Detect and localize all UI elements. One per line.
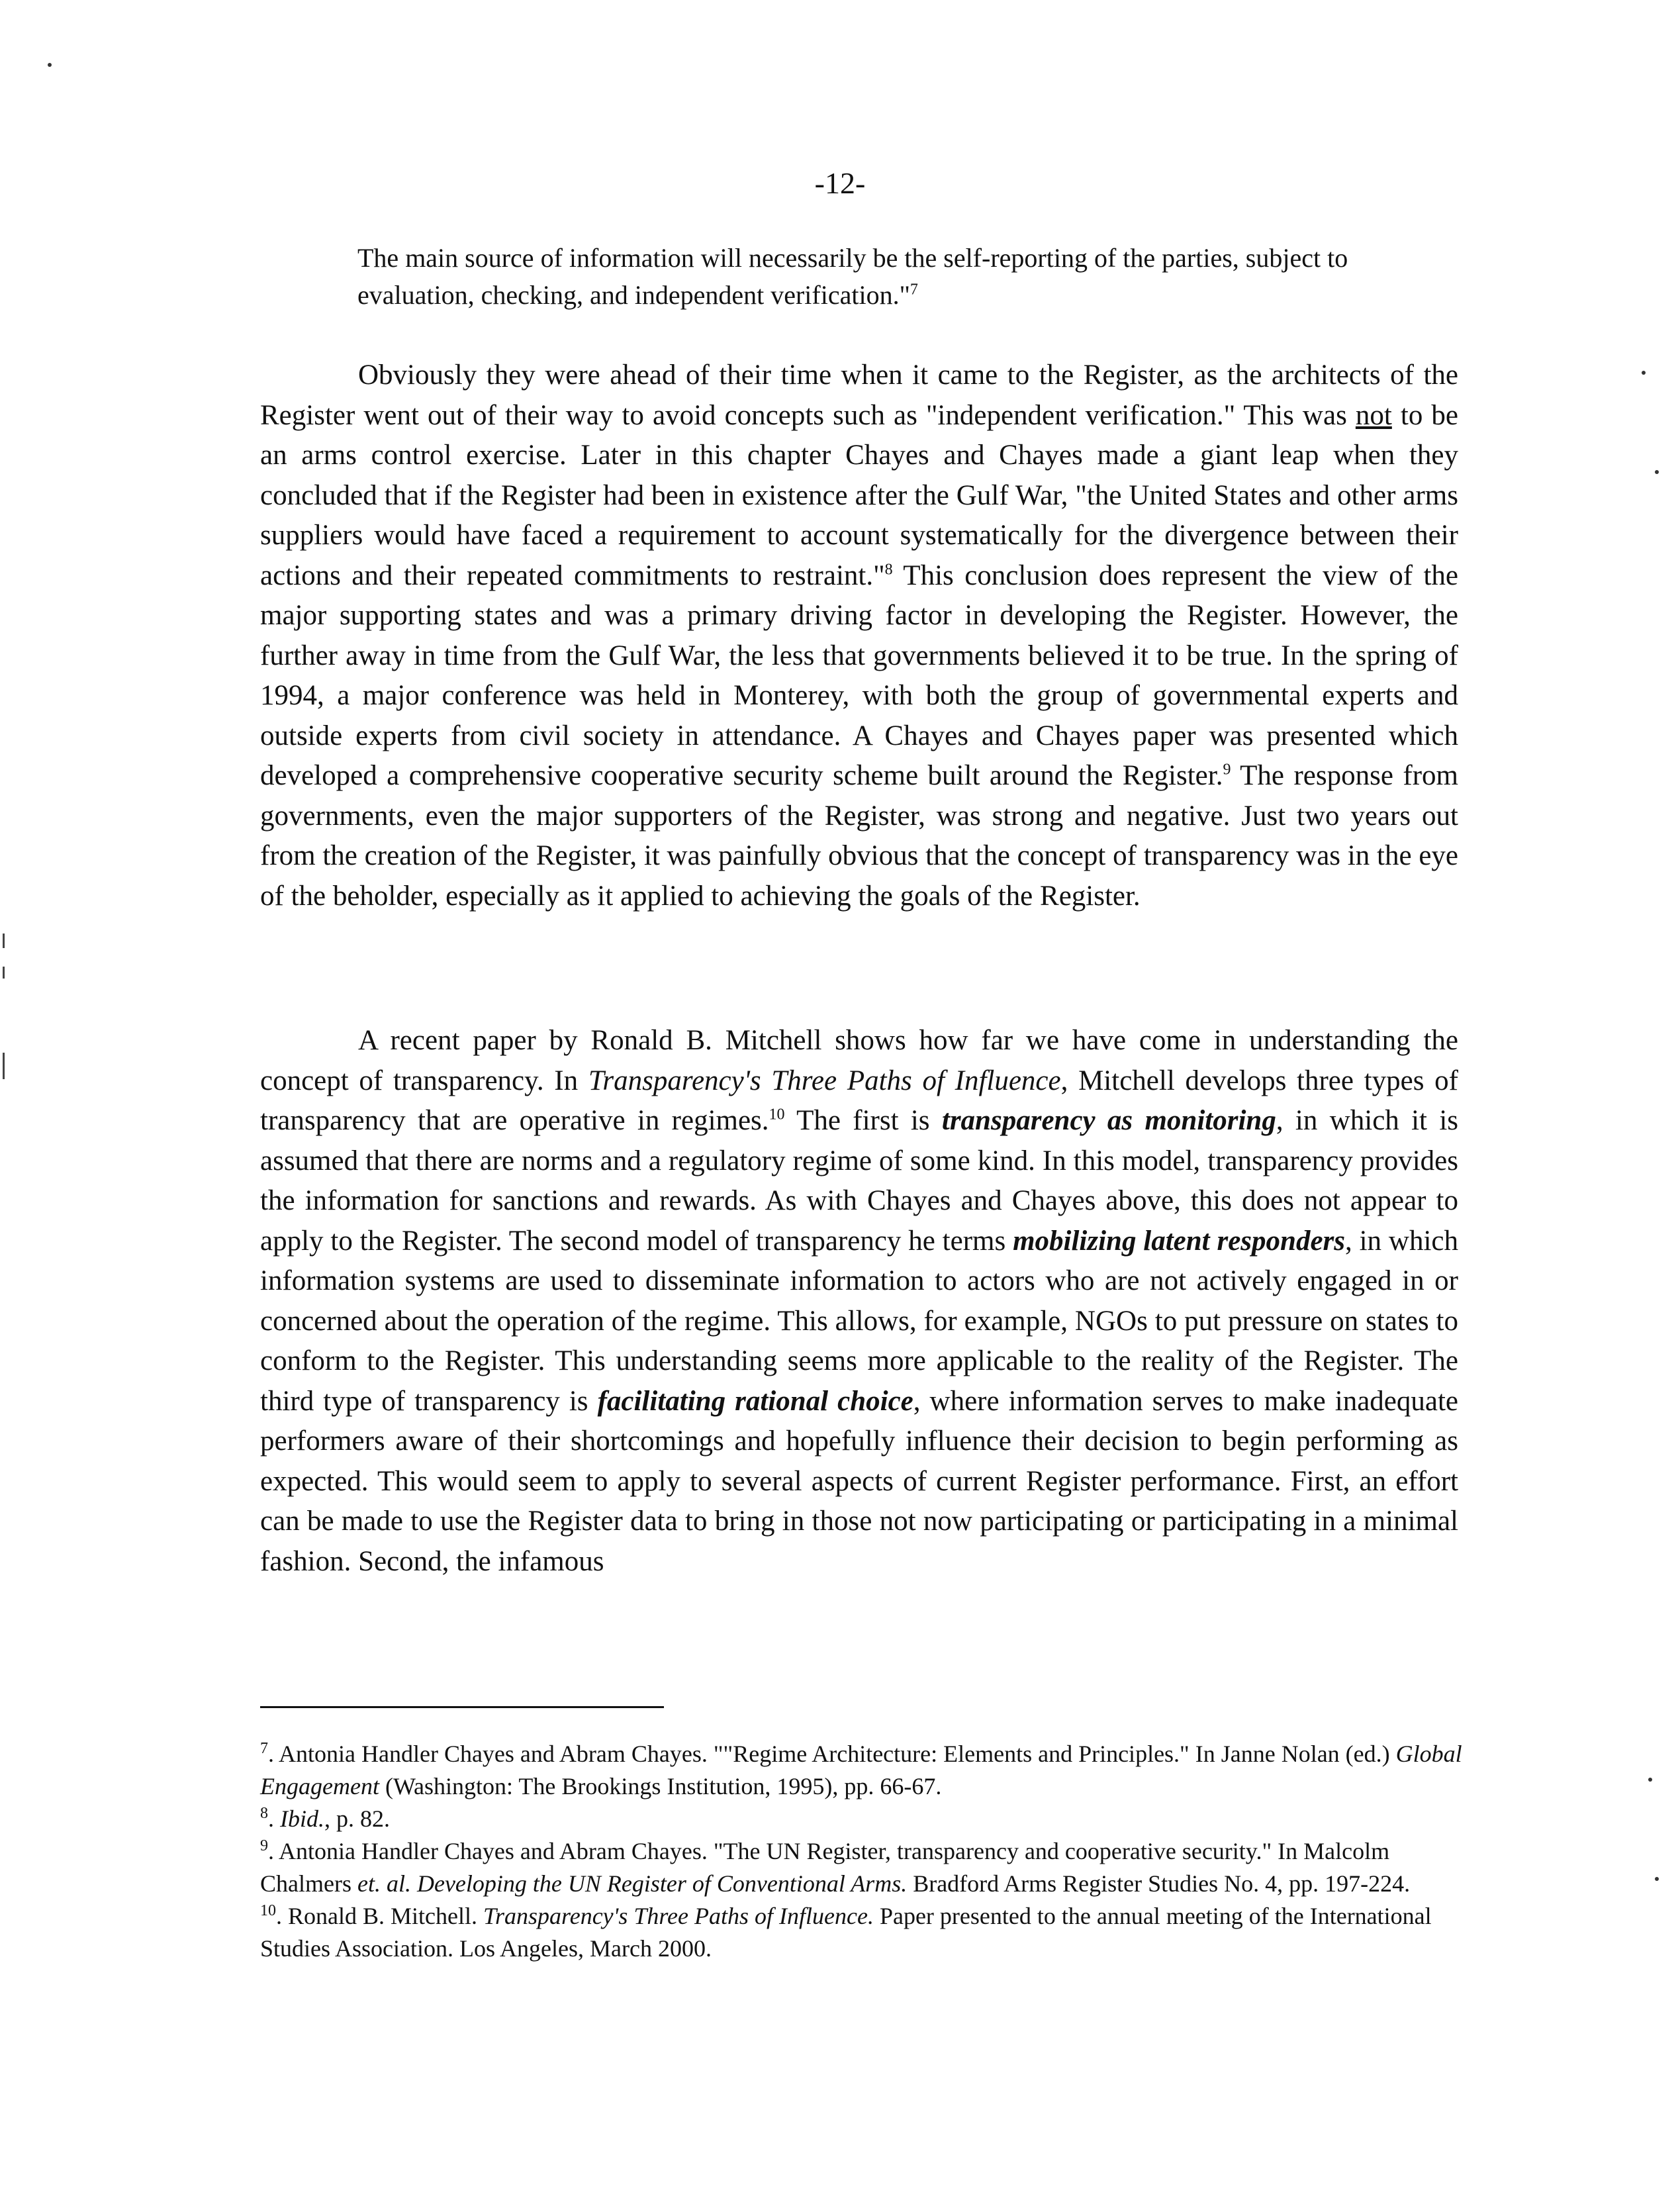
p1-text-2: to be an arms control exercise. Later in this chapter Chayes and Chayes made a giant leap when they concluded that if the Register had been in existence after the Gulf War, "the United States and other arms suppliers would have faced a requirement to account systematically for the divergence between their actions and their repeated commitments to restraint." — [260, 399, 1458, 591]
scan-edge-mark — [3, 967, 5, 979]
page-number: -12- — [814, 166, 866, 200]
footnote-title: Developing the UN Register of Conventional Arms. — [416, 1870, 908, 1897]
p2-text-3: The first is — [784, 1105, 942, 1136]
footnote-8 — [260, 1803, 1465, 1835]
block-quote — [357, 240, 1470, 314]
footnote-ref-10[interactable]: 10 — [769, 1106, 785, 1124]
footnote-number: 9 — [260, 1837, 268, 1854]
term-latent-responders: mobilizing latent responders — [1013, 1225, 1345, 1257]
footnote-10 — [260, 1900, 1465, 1965]
p1-text-1: Obviously they were ahead of their time when it came to the Register, as the architects of the Register went out of their way to avoid concepts such as "independent verification." This was — [260, 359, 1458, 431]
footnote-title: Ibid. — [280, 1805, 324, 1832]
footnote-text: Paper presented to the annual meeting of the International Studies Association. Los Angeles, March 2000. — [260, 1903, 1432, 1962]
scan-speck — [1655, 1877, 1659, 1881]
footnote-text — [411, 1870, 417, 1897]
footnote-ref-8[interactable]: 8 — [884, 561, 893, 579]
footnotes — [260, 1738, 1465, 1965]
term-rational-choice: facilitating rational choice — [597, 1385, 913, 1417]
scan-edge-mark — [3, 1053, 5, 1079]
footnote-text: Bradford Arms Register Studies No. 4, pp. 197-224. — [907, 1870, 1411, 1897]
scan-speck — [1655, 470, 1659, 474]
scan-edge-mark — [3, 934, 5, 948]
p2-text-4: , in which it is assumed that there are norms and a regulatory regime of some kind. In this model, transparency provides the information for sanctions and rewards. As with Chayes and Chayes above, this does not appear to apply to the Register. The second model of transparency he terms — [260, 1105, 1458, 1257]
quote-text: The main source of information will necessarily be the self-reporting of the parties, subject to evaluation, checking, and independent verification." — [357, 243, 1348, 310]
footnote-divider — [260, 1706, 664, 1708]
footnote-title: Global Engagement — [260, 1741, 1462, 1799]
footnote-7 — [260, 1738, 1465, 1803]
paragraph-1 — [260, 356, 1458, 916]
scan-speck — [1642, 371, 1646, 375]
scan-speck — [1648, 1778, 1652, 1782]
footnote-text: . Antonia Handler Chayes and Abram Chayes. "The UN Register, transparency and cooperative security." In Malcolm Chalmers — [260, 1838, 1390, 1897]
footnote-number: 8 — [260, 1805, 268, 1822]
p2-text-1: A recent paper by Ronald B. Mitchell shows how far we have come in understanding the concept of transparency. In — [260, 1025, 1458, 1096]
p2-text-5: , in which information systems are used to disseminate information to actors who are not actively engaged in or concerned about the operation of the regime. This allows, for example, NGOs to put pressure on states to conform to the Register. This understanding seems more applicable to the reality of the Register. The third type of transparency is — [260, 1225, 1458, 1417]
footnote-text: (Washington: The Brookings Institution, 1995), pp. 66-67. — [379, 1773, 942, 1799]
footnote-text: , p. 82. — [324, 1805, 390, 1832]
footnote-ref-7[interactable]: 7 — [910, 281, 918, 299]
footnote-text: . Ronald B. Mitchell. — [276, 1903, 483, 1929]
p1-text-3: This conclusion does represent the view of the major supporting states and was a primary driving factor in developing the Register. However, the further away in time from the Gulf War, the less that governments believed it to be true. In the spring of 1994, a major conference was held in Monterey, with both the group of governmental experts and outside experts from civil society in attendance. A Chayes and Chayes paper was presented which developed a comprehensive cooperative security scheme built around the Register. — [260, 559, 1458, 791]
underlined-not: not — [1355, 399, 1392, 431]
footnote-text: . Antonia Handler Chayes and Abram Chayes. ""Regime Architecture: Elements and Principles." In Janne Nolan (ed.) — [268, 1741, 1396, 1767]
footnote-number: 10 — [260, 1902, 276, 1919]
paragraph-2 — [260, 1021, 1458, 1582]
footnote-title: Transparency's Three Paths of Influence. — [483, 1903, 874, 1929]
p2-text-6: , where information serves to make inadequate performers aware of their shortcomings and hopefully influence their decision to begin performing as expected. This would seem to apply to several aspects of current Register performance. First, an effort can be made to use the Register data to bring in those not now participating or participating in a minimal fashion. Second, the infamous — [260, 1385, 1459, 1577]
paper-title: Transparency's Three Paths of Influence — [588, 1065, 1061, 1096]
term-monitoring: transparency as monitoring — [941, 1105, 1276, 1136]
scan-speck — [48, 63, 52, 67]
footnote-text: . — [268, 1805, 280, 1832]
footnote-9 — [260, 1835, 1465, 1900]
p1-text-4: The response from governments, even the major supporters of the Register, was strong and negative. Just two years out from the creation of the Register, it was painfully obvious that the concept of transparency was in the eye of the beholder, especially as it applied to achieving the goals of the Register. — [260, 760, 1459, 912]
p2-text-2: , Mitchell develops three types of transparency that are operative in regimes. — [260, 1065, 1458, 1136]
footnote-ref-9[interactable]: 9 — [1223, 761, 1231, 779]
footnote-etal: et. al. — [357, 1870, 411, 1897]
footnote-number: 7 — [260, 1740, 268, 1757]
